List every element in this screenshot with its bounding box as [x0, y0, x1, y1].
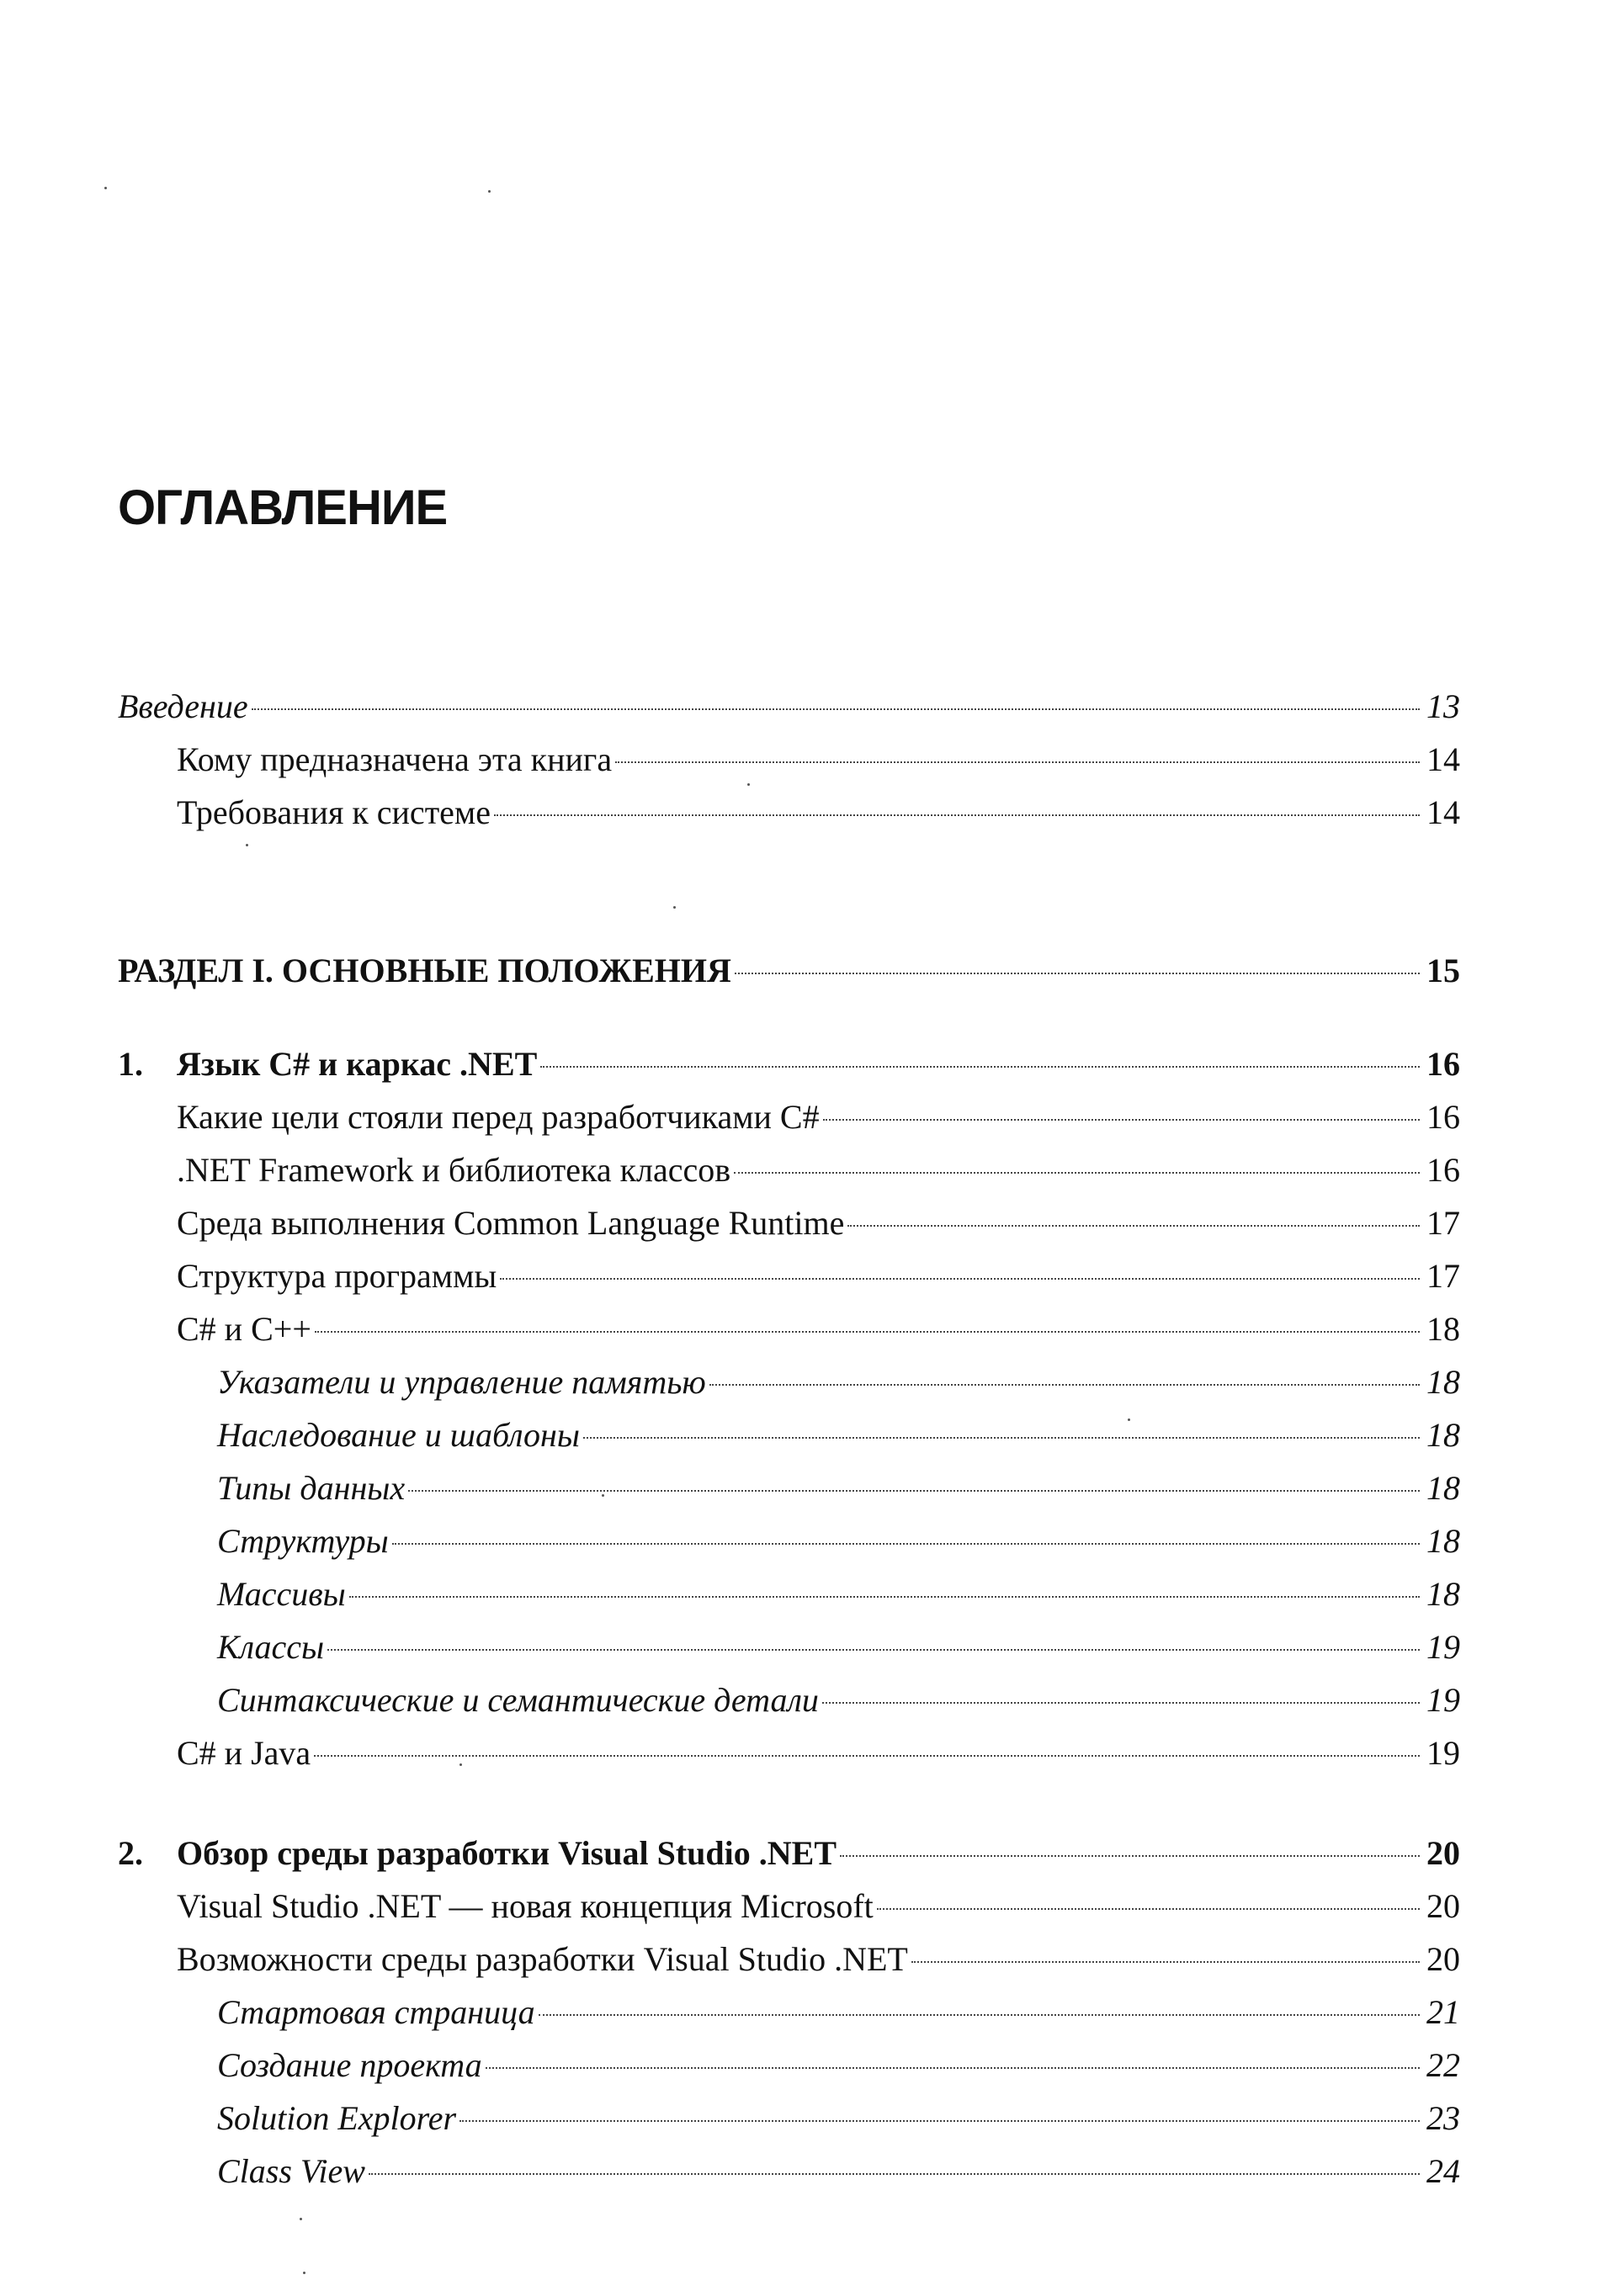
toc-entry-page: 14	[1426, 740, 1460, 778]
dot-leader	[327, 1649, 1420, 1651]
toc-entry-page: 21	[1426, 1993, 1460, 2031]
page-title: ОГЛАВЛЕНИЕ	[118, 480, 448, 535]
toc-entry-label: Кому предназначена эта книга	[177, 740, 613, 778]
toc-entry-label: Указатели и управление памятью	[217, 1363, 706, 1401]
dot-leader	[822, 1702, 1420, 1704]
toc-entry-page: 18	[1426, 1575, 1460, 1613]
toc-entry-label: Какие цели стояли перед разработчиками C#	[177, 1098, 820, 1136]
dot-leader	[459, 2120, 1420, 2122]
toc-entry-label: Visual Studio .NET — новая концепция Microsoft	[177, 1887, 874, 1925]
dot-leader	[392, 1543, 1420, 1545]
toc-list	[118, 680, 1460, 2198]
dot-leader	[735, 973, 1420, 974]
toc-entry-label: Наследование и шаблоны	[217, 1416, 580, 1454]
dot-leader	[847, 1225, 1420, 1227]
toc-subentry	[118, 1514, 1460, 1567]
chapter-title: Язык C# и каркас .NET	[177, 1045, 538, 1083]
toc-chapter-2	[118, 1827, 1460, 1880]
toc-entry-label: C# и Java	[177, 1734, 311, 1772]
toc-entry-intro	[118, 680, 1460, 733]
toc-subentry	[118, 2092, 1460, 2145]
toc-entry-label: Структуры	[217, 1522, 389, 1560]
dot-leader	[314, 1755, 1420, 1757]
toc-entry-page: 20	[1426, 1834, 1460, 1872]
chapter-number: 2.	[118, 1834, 143, 1872]
toc-entry-label: Синтаксические и семантические детали	[217, 1681, 819, 1719]
dot-leader	[823, 1119, 1420, 1121]
toc-entry-page: 19	[1426, 1734, 1460, 1772]
toc-subentry	[118, 1461, 1460, 1514]
toc-entry-label: Среда выполнения Common Language Runtime	[177, 1204, 845, 1242]
toc-entry-label: Возможности среды разработки Visual Studio .NET	[177, 1940, 908, 1978]
toc-entry-page: 18	[1426, 1522, 1460, 1560]
toc-entry-label: РАЗДЕЛ I. ОСНОВНЫЕ ПОЛОЖЕНИЯ	[118, 952, 731, 989]
toc-entry-page: 18	[1426, 1310, 1460, 1348]
toc-entry-label: Стартовая страница	[217, 1993, 535, 2031]
chapter-number: 1.	[118, 1045, 143, 1083]
dot-leader	[408, 1490, 1420, 1492]
toc-entry-label: Классы	[217, 1628, 325, 1666]
toc-entry-label: Создание проекта	[217, 2046, 482, 2084]
toc-entry	[118, 1143, 1460, 1196]
toc-entry	[118, 786, 1460, 839]
toc-subentry	[118, 1408, 1460, 1461]
toc-entry-page: 23	[1426, 2099, 1460, 2137]
toc-entry-page: 15	[1426, 952, 1460, 989]
dot-leader	[494, 814, 1420, 816]
dot-leader	[709, 1384, 1420, 1386]
toc-subentry	[118, 1986, 1460, 2039]
dot-leader	[583, 1437, 1420, 1439]
toc-entry-label: Массивы	[217, 1575, 346, 1613]
dot-leader	[734, 1172, 1420, 1174]
toc-entry	[118, 1933, 1460, 1986]
chapter-title: Обзор среды разработки Visual Studio .NET	[177, 1834, 837, 1872]
toc-entry-page: 17	[1426, 1257, 1460, 1295]
toc-entry-page: 16	[1426, 1098, 1460, 1136]
toc-entry-label: Требования к системе	[177, 793, 491, 831]
dot-leader	[500, 1278, 1420, 1280]
toc-entry	[118, 1090, 1460, 1143]
toc-subentry	[118, 1673, 1460, 1726]
dot-leader	[369, 2173, 1420, 2175]
toc-entry-page: 18	[1426, 1469, 1460, 1507]
toc-entry-page: 13	[1426, 687, 1460, 725]
toc-entry	[118, 1196, 1460, 1249]
toc-entry-label: Структура программы	[177, 1257, 497, 1295]
toc-entry-label: C# и C++	[177, 1310, 311, 1348]
toc-entry-label	[118, 1037, 537, 1090]
toc-entry-page: 16	[1426, 1151, 1460, 1189]
toc-subentry	[118, 2145, 1460, 2198]
toc-entry	[118, 1880, 1460, 1933]
toc-chapter-1	[118, 1037, 1460, 1090]
toc-entry-label: Введение	[118, 687, 248, 725]
toc-subentry	[118, 1355, 1460, 1408]
toc-entry-label	[118, 1827, 837, 1880]
toc-entry	[118, 1249, 1460, 1302]
dot-leader	[540, 1066, 1420, 1068]
dot-leader	[615, 761, 1420, 763]
toc-entry-page: 18	[1426, 1416, 1460, 1454]
dot-leader	[252, 708, 1420, 710]
toc-entry-label: .NET Framework и библиотека классов	[177, 1151, 731, 1189]
toc-subentry	[118, 2039, 1460, 2092]
toc-entry-page: 22	[1426, 2046, 1460, 2084]
dot-leader	[349, 1596, 1420, 1598]
toc-subentry	[118, 1620, 1460, 1673]
toc-entry-page: 17	[1426, 1204, 1460, 1242]
toc-entry-page: 24	[1426, 2152, 1460, 2190]
dot-leader	[315, 1331, 1420, 1333]
toc-entry-label: Solution Explorer	[217, 2099, 457, 2137]
dot-leader	[486, 2067, 1420, 2069]
dot-leader	[539, 2014, 1420, 2016]
dot-leader	[877, 1908, 1420, 1910]
toc-section-heading	[118, 944, 1460, 997]
dot-leader	[840, 1855, 1420, 1857]
dot-leader	[911, 1961, 1420, 1963]
toc-entry-page: 19	[1426, 1628, 1460, 1666]
toc-entry-page: 18	[1426, 1363, 1460, 1401]
toc-entry	[118, 1302, 1460, 1355]
toc-entry-page: 20	[1426, 1940, 1460, 1978]
toc-entry-label: Типы данных	[217, 1469, 406, 1507]
toc-entry-page: 19	[1426, 1681, 1460, 1719]
toc-entry-page: 20	[1426, 1887, 1460, 1925]
toc-entry	[118, 1726, 1460, 1779]
toc-entry	[118, 733, 1460, 786]
toc-subentry	[118, 1567, 1460, 1620]
toc-entry-page: 14	[1426, 793, 1460, 831]
toc-entry-page: 16	[1426, 1045, 1460, 1083]
toc-entry-label: Class View	[217, 2152, 365, 2190]
